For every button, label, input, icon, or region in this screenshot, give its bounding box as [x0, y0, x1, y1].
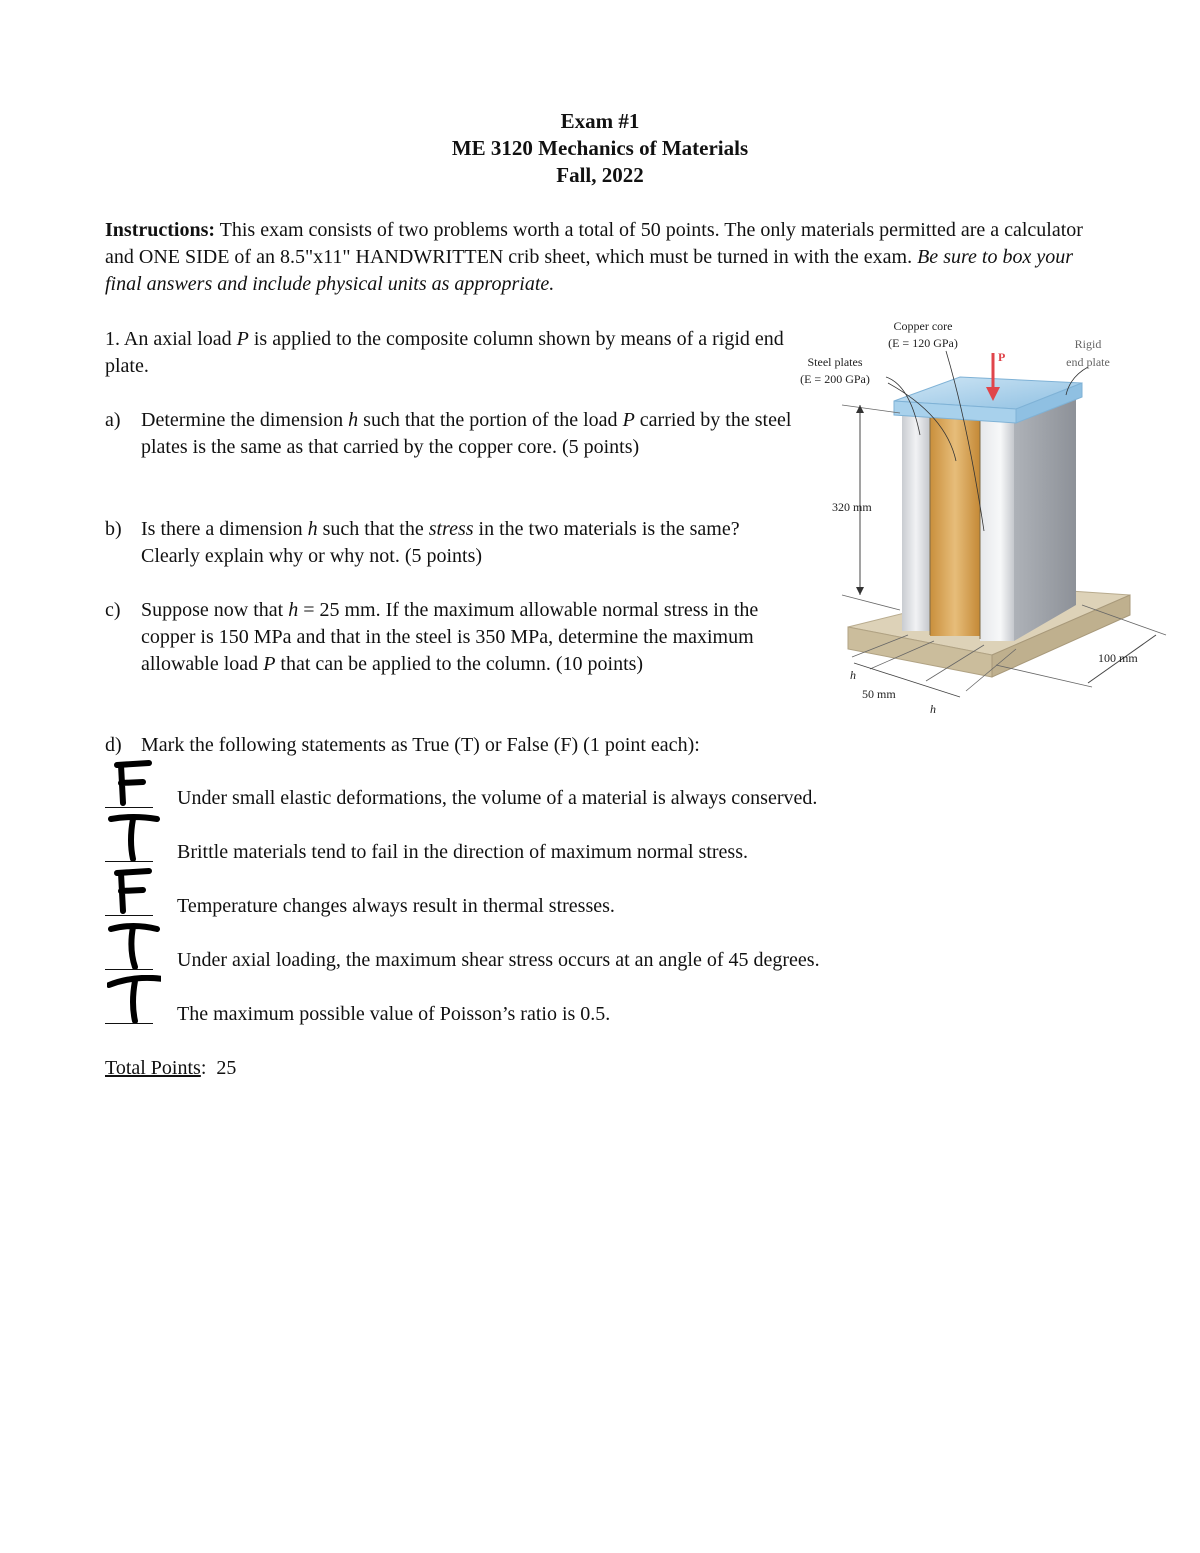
handwritten-answer-3	[107, 867, 161, 919]
course-title: ME 3120 Mechanics of Materials	[451, 136, 749, 160]
part-c-text: Suppose now that h = 25 mm. If the maximum allowable normal stress in the copper is 150 MPa and that in the steel is 350 MPa, determine the maximum allowable load P that can be applied to the column. (10 points)	[141, 599, 759, 675]
exam-title: Exam #1	[560, 109, 640, 133]
part-a	[105, 407, 795, 461]
part-a-label: a)	[105, 409, 121, 431]
answer-blank[interactable]	[105, 861, 153, 862]
instructions-text: This exam consists of two problems worth a total of 50 points. The only materials permitted are a calculator and ONE SIDE of an 8.5"x11" HANDWRITTEN crib sheet, which must be turned in with the exam.	[105, 219, 1083, 268]
handwritten-answer-5	[107, 975, 161, 1027]
handwritten-answer-4	[107, 921, 161, 973]
part-b	[105, 516, 795, 570]
statement-3	[105, 885, 1005, 925]
part-d-text: Mark the following statements as True (T) or False (F) (1 point each):	[141, 734, 700, 756]
term: Fall, 2022	[556, 163, 644, 187]
rigid-label-1: Rigid	[1074, 337, 1102, 351]
copper-core	[930, 418, 980, 636]
instructions-emphasis: Be sure to box your final answers and include physical units as appropriate.	[105, 246, 1073, 295]
intro-text-2: is applied to the composite column shown by means of a rigid end plate.	[105, 328, 784, 377]
steel-plate-left	[902, 415, 930, 631]
intro-text: 1. An axial load	[105, 328, 237, 350]
part-c-label: c)	[105, 599, 121, 621]
answer-blank[interactable]	[105, 969, 153, 970]
statement-text: Temperature changes always result in thermal stresses.	[177, 895, 615, 917]
problem-1-intro	[105, 326, 795, 380]
answer-blank[interactable]	[105, 1023, 153, 1024]
height-label: 320 mm	[832, 500, 872, 514]
exam-header	[0, 108, 1200, 189]
instructions-label: Instructions:	[105, 219, 216, 241]
width-label: 100 mm	[1098, 651, 1138, 665]
total-label: Total Points	[105, 1057, 201, 1079]
steel-plate-right	[980, 421, 1014, 641]
statement-1	[105, 777, 1005, 817]
steel-label-2: (E = 200 GPa)	[800, 372, 870, 386]
part-c	[105, 597, 795, 678]
part-d	[105, 732, 1005, 759]
steel-label-1: Steel plates	[807, 355, 863, 369]
column-side	[1014, 389, 1076, 641]
statement-text: Under axial loading, the maximum shear stress occurs at an angle of 45 degrees.	[177, 949, 820, 971]
statement-text: Under small elastic deformations, the volume of a material is always conserved.	[177, 787, 818, 809]
statement-text: The maximum possible value of Poisson’s ratio is 0.5.	[177, 1003, 611, 1025]
answer-blank[interactable]	[105, 915, 153, 916]
total-points: Total Points: 25	[105, 1057, 237, 1079]
composite-column-figure	[770, 305, 1170, 725]
instructions	[105, 217, 1105, 298]
total-value: 25	[216, 1057, 237, 1079]
load-label: P	[998, 350, 1006, 364]
handwritten-answer-2	[107, 813, 161, 865]
part-d-label: d)	[105, 734, 122, 756]
statement-4	[105, 939, 1005, 979]
statement-text: Brittle materials tend to fail in the direction of maximum normal stress.	[177, 841, 748, 863]
core-width-label: 50 mm	[862, 687, 896, 701]
h-right-label: h	[930, 702, 936, 716]
copper-label-1: Copper core	[893, 319, 953, 333]
statement-2	[105, 831, 1005, 871]
part-a-text: Determine the dimension h such that the portion of the load P carried by the steel plates is the same as that carried by the copper core. (5 points)	[141, 409, 792, 458]
copper-label-2: (E = 120 GPa)	[888, 336, 958, 350]
h-left-label: h	[850, 668, 856, 682]
answer-blank[interactable]	[105, 807, 153, 808]
handwritten-answer-1	[107, 759, 161, 811]
part-b-text: Is there a dimension h such that the stress in the two materials is the same? Clearly explain why or why not. (5 points)	[141, 518, 740, 567]
statement-5	[105, 993, 1005, 1033]
intro-var: P	[236, 328, 249, 350]
rigid-label-2: end plate	[1066, 355, 1110, 369]
part-b-label: b)	[105, 518, 122, 540]
